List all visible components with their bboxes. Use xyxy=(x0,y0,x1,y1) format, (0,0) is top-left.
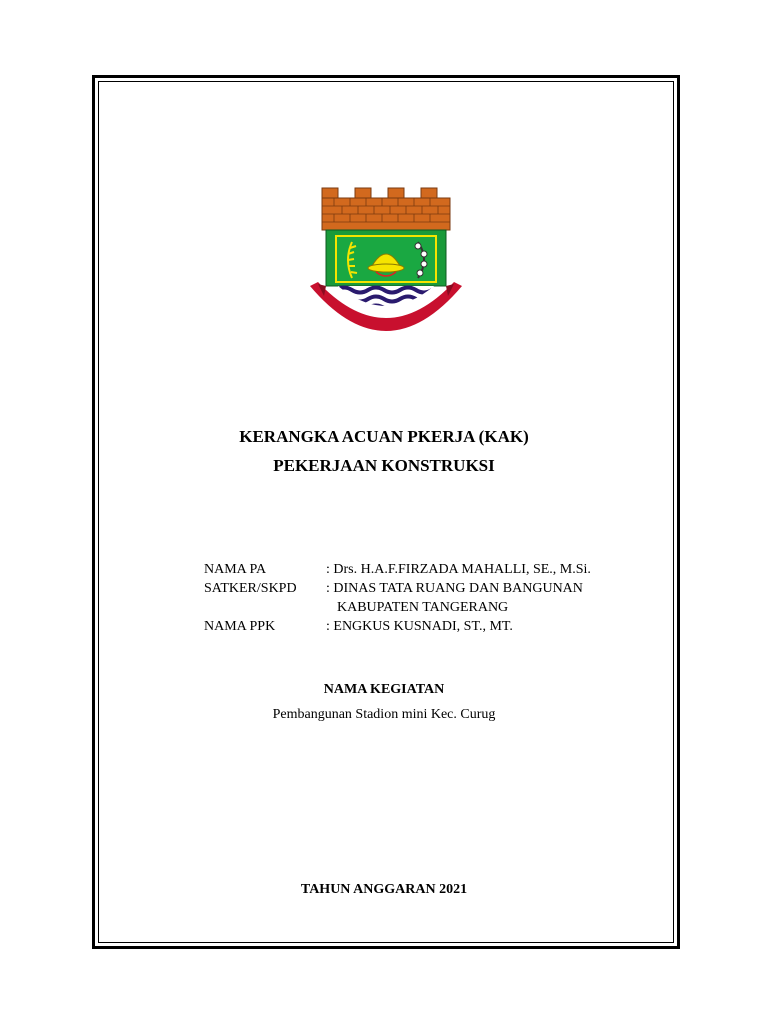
info-row-satker xyxy=(204,579,591,598)
info-row-nama-ppk xyxy=(204,617,591,636)
info-table xyxy=(204,560,591,636)
info-row-nama-pa xyxy=(204,560,591,579)
document-title: KERANGKA ACUAN PKERJA (KAK) xyxy=(239,427,529,446)
kabupaten-tangerang-coat-of-arms-icon xyxy=(306,186,466,356)
document-subtitle: PEKERJAAN KONSTRUKSI xyxy=(273,456,495,475)
kegiatan-heading: NAMA KEGIATAN xyxy=(323,682,445,697)
info-value: : ENGKUS KUSNADI, ST., MT. xyxy=(326,619,513,634)
info-label: SATKER/SKPD xyxy=(204,581,297,596)
info-label: NAMA PA xyxy=(204,562,267,577)
info-value: : Drs. H.A.F.FIRZADA MAHALLI, SE., M.Si. xyxy=(326,562,591,577)
info-row-satker-continued xyxy=(204,598,591,617)
info-label: NAMA PPK xyxy=(204,619,276,634)
info-value: : DINAS TATA RUANG DAN BANGUNAN xyxy=(326,581,583,596)
info-value: KABUPATEN TANGERANG xyxy=(337,600,509,615)
brick-wall xyxy=(322,188,450,230)
fiscal-year: TAHUN ANGGARAN 2021 xyxy=(300,882,468,897)
kegiatan-value: Pembangunan Stadion mini Kec. Curug xyxy=(272,707,496,722)
